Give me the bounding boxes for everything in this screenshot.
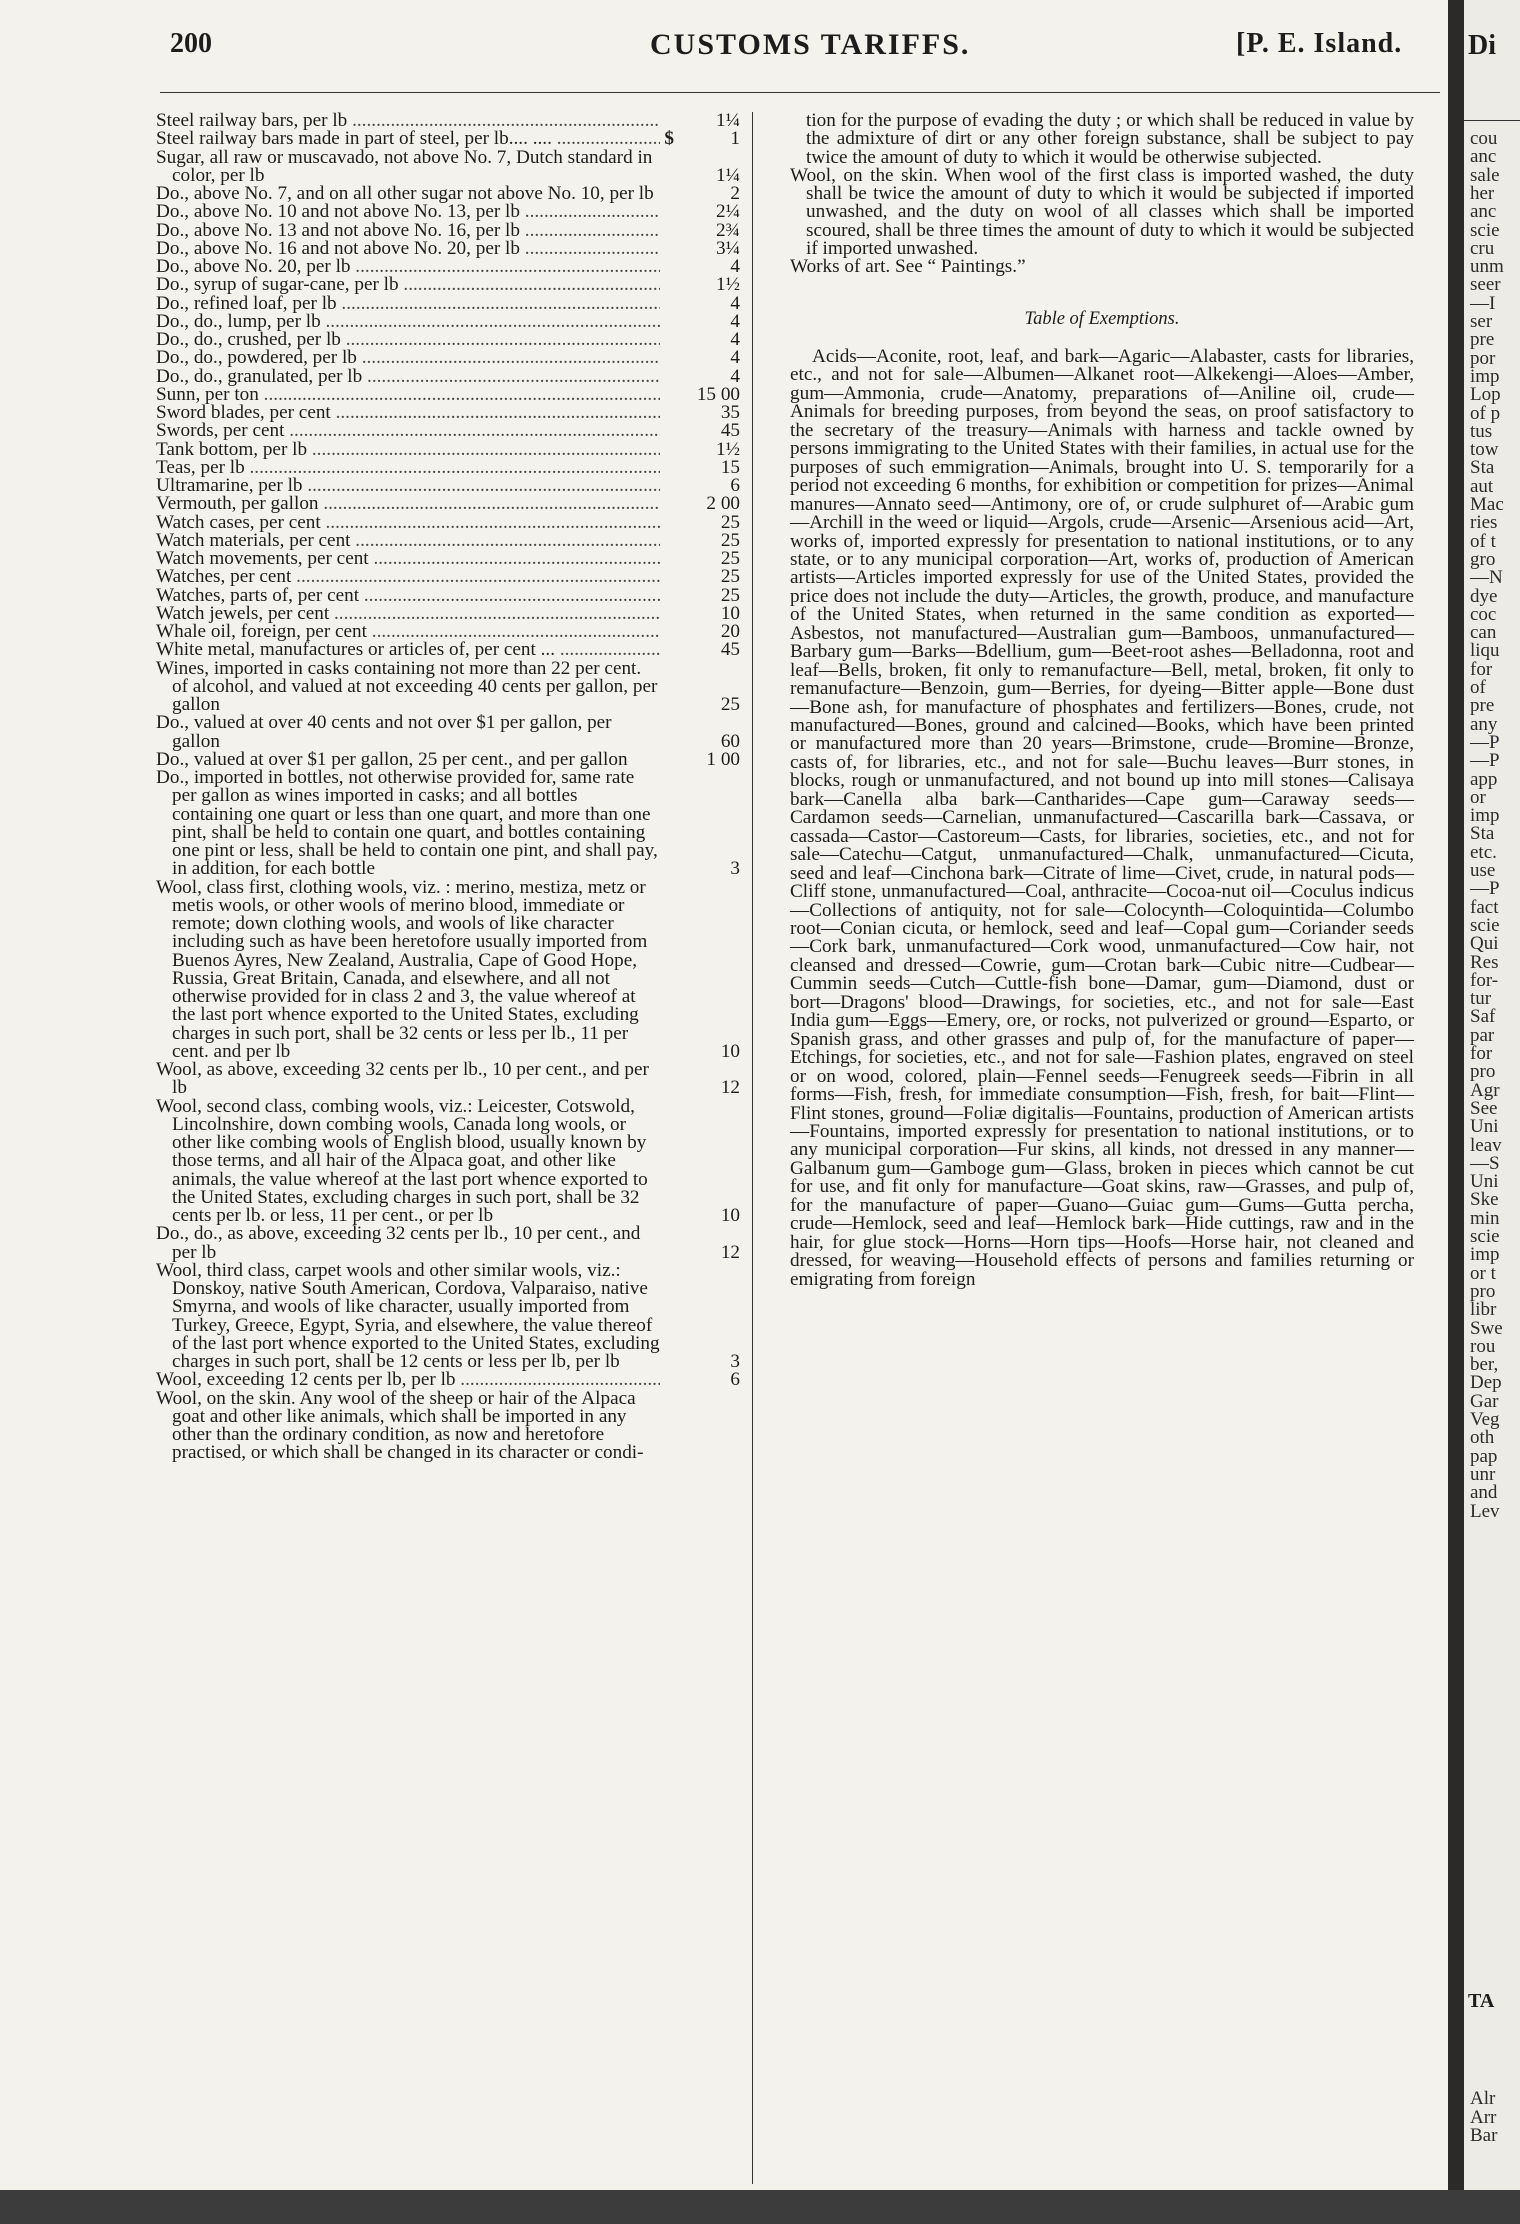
tariff-item-text: Tank bottom, per lb ..... bbox=[156, 441, 660, 459]
tariff-list bbox=[156, 112, 740, 1463]
tariff-rate: 2¾ bbox=[716, 219, 740, 241]
next-page-line-fragment: Arr bbox=[1470, 2106, 1497, 2128]
next-page-line-fragment: tus bbox=[1470, 420, 1493, 442]
next-page-line-fragment: Saf bbox=[1470, 1006, 1496, 1028]
tariff-entry bbox=[156, 602, 740, 624]
tariff-rate: 25 bbox=[720, 694, 740, 715]
tariff-rate: 6 bbox=[730, 475, 740, 496]
next-page-line-fragment: Uni bbox=[1470, 1116, 1499, 1138]
next-page-line-fragment: Bar bbox=[1470, 2125, 1498, 2146]
tariff-entry bbox=[156, 438, 740, 460]
next-page-line-fragment: app bbox=[1470, 768, 1498, 790]
tariff-item-text: Watches, per cent ..... bbox=[156, 568, 660, 586]
next-page-line-fragment: coc bbox=[1470, 603, 1497, 625]
next-page-line-fragment: pap bbox=[1470, 1445, 1498, 1467]
tariff-rate: 25 bbox=[720, 584, 740, 606]
tariff-entry bbox=[156, 292, 740, 314]
next-page-line-fragment: unr bbox=[1470, 1463, 1496, 1485]
tariff-rate: 60 bbox=[720, 730, 740, 752]
next-page-line-fragment: sale bbox=[1470, 164, 1500, 186]
tariff-entry bbox=[156, 422, 740, 440]
tariff-entry bbox=[156, 477, 740, 495]
tariff-entry bbox=[156, 404, 740, 422]
next-page-line-fragment: fact bbox=[1470, 896, 1499, 918]
tariff-item-text: Do., syrup of sugar-cane, per lb ..... bbox=[156, 276, 660, 294]
tariff-rate: 35 bbox=[720, 402, 740, 423]
tariff-item-text: Steel railway bars, per lb ..... bbox=[156, 112, 660, 130]
tariff-item-text: Whale oil, foreign, per cent ..... bbox=[156, 623, 660, 641]
tariff-rate: 2 bbox=[730, 183, 740, 204]
wool-continuation-text: tion for the purpose of evading the duty ; or which shall be reduced in value by the admixture of dirt or any other foreign substance, shall be subject to pay twice the amount of duty to which it would be otherwise subjected. bbox=[806, 110, 1414, 168]
tariff-rate: 6 bbox=[730, 1369, 740, 1391]
next-page-line-fragment: Swe bbox=[1470, 1317, 1503, 1339]
next-page-line-fragment: anc bbox=[1470, 201, 1497, 223]
tariff-entry bbox=[156, 349, 740, 367]
column-divider bbox=[752, 112, 753, 2184]
tariff-item-text: Sunn, per ton ..... bbox=[156, 386, 660, 404]
tariff-entry bbox=[156, 876, 740, 1062]
tariff-entry bbox=[156, 511, 740, 533]
next-page-line-fragment: pre bbox=[1470, 329, 1495, 351]
tariff-item-text: Watch movements, per cent ..... bbox=[156, 550, 660, 568]
next-page-line-fragment: Res bbox=[1470, 951, 1499, 973]
next-page-line-fragment: Alr bbox=[1470, 2088, 1496, 2109]
next-page-line-fragment: can bbox=[1470, 622, 1497, 644]
exemptions-heading: Table of Exemptions. bbox=[1024, 308, 1180, 329]
next-page-line-fragment: ber, bbox=[1470, 1354, 1499, 1376]
running-province: [P. E. Island. bbox=[1236, 28, 1403, 59]
next-page-line-fragment: Qui bbox=[1470, 933, 1499, 955]
tariff-rate: 10 bbox=[720, 1040, 740, 1062]
tariff-entry bbox=[156, 1061, 740, 1098]
tariff-item-text: Watch materials, per cent ..... bbox=[156, 532, 660, 550]
tariff-item-text: Do., do., as above, exceeding 32 cents per lb., 10 per cent., and per lb bbox=[156, 1223, 641, 1263]
next-page-line-fragment: scie bbox=[1470, 219, 1500, 241]
next-page-line-fragment: Agr bbox=[1470, 1079, 1500, 1101]
next-page-line-fragment: aut bbox=[1470, 475, 1494, 497]
tariff-item-text: Do., above No. 7, and on all other sugar not above No. 10, per lb bbox=[156, 183, 654, 204]
tariff-entry bbox=[156, 623, 740, 641]
next-page-line-fragment: pro bbox=[1470, 1280, 1496, 1302]
next-page-line-fragment: liqu bbox=[1470, 640, 1500, 662]
next-page-line-fragment: her bbox=[1470, 182, 1495, 204]
tariff-item-text: Do., refined loaf, per lb ..... bbox=[156, 295, 660, 313]
next-page-line-fragment: oth bbox=[1470, 1427, 1495, 1449]
tariff-entry bbox=[156, 130, 740, 148]
next-page-line-fragment: of bbox=[1470, 677, 1486, 698]
tariff-item-text: Watch cases, per cent ..... bbox=[156, 514, 660, 532]
next-page-line-fragment: of t bbox=[1470, 530, 1496, 552]
next-page-line-fragment: Lop bbox=[1470, 384, 1501, 406]
next-page-line-fragment: etc. bbox=[1470, 841, 1497, 863]
next-page-line-fragment: of p bbox=[1470, 402, 1501, 424]
tariff-item-text: Wool, exceeding 12 cents per lb, per lb ..... bbox=[156, 1371, 660, 1389]
tariff-entry bbox=[156, 550, 740, 568]
tariff-entry bbox=[156, 1387, 740, 1464]
next-page-line-fragment: rou bbox=[1470, 1335, 1496, 1357]
tariff-entry bbox=[156, 1225, 740, 1262]
page-number: 200 bbox=[170, 28, 212, 59]
tariff-entry bbox=[156, 258, 740, 276]
next-page-line-fragment: scie bbox=[1470, 914, 1500, 936]
tariff-rate: 10 bbox=[720, 1205, 740, 1226]
next-page-line-fragment: —S bbox=[1470, 1152, 1500, 1174]
next-page-line-fragment: tur bbox=[1470, 988, 1492, 1010]
tariff-entry bbox=[156, 769, 740, 879]
running-title: CUSTOMS TARIFFS. bbox=[650, 28, 971, 61]
tariff-entry bbox=[156, 714, 740, 751]
tariff-item-text: White metal, manufactures or articles of, per cent ... ..... bbox=[156, 641, 660, 659]
next-page-line-fragment: scie bbox=[1470, 1226, 1500, 1247]
next-page-line-fragment: ries bbox=[1470, 512, 1498, 534]
tariff-entry bbox=[156, 219, 740, 241]
tariff-rate: 15 bbox=[720, 456, 740, 478]
next-page-line-fragment: Ske bbox=[1470, 1189, 1499, 1211]
next-page-line-fragment: —N bbox=[1470, 567, 1503, 589]
tariff-item-text: Do., do., lump, per lb ..... bbox=[156, 313, 660, 331]
next-page-line-fragment: imp bbox=[1470, 1244, 1500, 1266]
next-page-line-fragment: cou bbox=[1470, 128, 1498, 149]
tariff-rate: 4 bbox=[730, 329, 740, 350]
tariff-item-text: Do., imported in bottles, not otherwise provided for, same rate per gallon as wines imported in casks; and all bottles containing one quart or less than one quart, and more than one pint, shall be held to contain one quart, and bottles containing one pint or less, shall be held to contain one pint, and shall pay, in addition, for each bottle bbox=[156, 767, 658, 880]
next-page-line-fragment: par bbox=[1470, 1024, 1495, 1046]
next-page-line-fragment: libr bbox=[1470, 1299, 1497, 1321]
tariff-item-text: Wines, imported in casks containing not more than 22 per cent. of alcohol, and valued at not exceeding 40 cents per gallon, per gallon bbox=[156, 657, 658, 715]
next-page-line-fragment: min bbox=[1470, 1207, 1500, 1229]
exemptions-text: Acids—Aconite, root, leaf, and bark—Agaric—Alabaster, casts for libraries, etc., and not for sale—Albumen—Alkanet root—Alkekengi—Aloes—Amber, gum—Ammonia, crude—Anatomy, preparations of—Aniline oil, crude—Animals for breeding purposes, from beyond the seas, on proof satisfactory to the secretary of the treasury—Animals with harness and tackle owned by persons immigrating to the United States with their families, in actual use for the purposes of such emmigration—Animals, brought into U. S. temporarily for a period not exceeding 6 months, for exhibition or competition for prizes—Animal manures—Annato seed—Antimony, ore of, or crude sulphuret of—Arabic gum—Archill in the weed or liquid—Argols, crude—Arsenic—Arsenious acid—Art, works of, imported expressly for presentation to national institutions, or to any state, or to any municipal corporation—Art, works of, production of American artists—Articles imported expressly for use of the United States, provided the price does not include the duty—Articles, the growth, produce, and manufacture of the United States, when returned in the same condition as exported—Asbestos, not manufactured—Australian gum—Bamboos, unmanufactured—Barbary gum—Barks—Bdellium, gum—Beet-root ashes—Belladonna, root and leaf—Bells, broken, fit only to remanufacture—Bell, metal, broken, fit only to remanufacture—Benzoin, gum—Berries, for dyeing—Bitter apple—Bone dust—Bone ash, for manufacture of phosphates and fertilizers—Bones, crude, not manufactured—Bones, ground and calcined—Books, which have been printed or manufactured more than 20 years—Brimstone, crude—Bromine—Bronze, casts of, for libraries, etc., and not for sale—Buchu leaves—Burr stones, in blocks, rough or unmanufactured, and not bound up into mill stones—Calisaya bark—Canella alba bark—Cantharides—Cape gum—Caraway seeds—Cardamon seeds—Carnelian, unmanufactured—Cascarilla bark—Cassava, or cassada—Castor—Castoreum—Casts, for libraries, societies, etc., and not for sale—Catechu—Catgut, unmanufactured—Chalk, unmanufactured—Cicuta, seed and leaf—Cinchona bark—Citrate of lime—Civet, crude, in natural pods—Cliff stone, unmanufactured—Coal, anthracite—Cocoa-nut oil—Coculus indicus—Collections of antiquity, not for sale—Colocynth—Coloquintida—Columbo root—Conian cicuta, or hemlock, seed and leaf—Copal gum—Coriander seeds—Cork bark, unmanufactured—Cork wood, unmanufactured—Cow hair, not cleansed and dressed—Cowrie, gum—Crotan bark—Cubic nitre—Cudbear—Cummin seeds—Cutch—Cuttle-fish bone—Damar, gum—Diamond, dust or bort—Dragons' blood—Drawings, for societies, etc., and not for sale—East India gum—Eggs—Emery, ore, or rocks, not pulverized or ground—Esparto, or Spanish grass, and other grasses and pulp of, for the manufacture of paper—Etchings, for societies, etc., and not for sale—Fashion plates, engraved on steel or on wood, colored, plain—Fennel seeds—Fenugreek seeds—Fibrin in all forms—Fish, fresh, for immediate consumption—Fish, fresh, for bait—Flint—Flint stones, ground—Foliæ digitalis—Fountains, production of American artists—Fountains, imported expressly for presentation to national institutions, or to any municipal corporation—Fur skins, all kinds, not dressed in any manner—Galbanum gum—Gamboge gum—Glass, broken in pieces which cannot be cut for use, and fit only for manufacture—Goat skins, raw—Grasses, and pulp of, for the manufacture of paper—Guano—Guiac gum—Gums—Gutta percha, crude—Hemlock, seed and leaf—Hemlock bark—Hide cuttings, raw and in the hair, for glue stock—Horns—Horn tips—Hoofs—Horse hair, not cleaned and dressed, for weaving—Household effects of persons and families returning or emigrating from foreign bbox=[790, 345, 1414, 1290]
tariff-item-text: Do., valued at over $1 per gallon, 25 per cent., and per gallon bbox=[156, 748, 628, 770]
tariff-rate: 1 bbox=[730, 128, 740, 150]
tariff-item-text: Sugar, all raw or muscavado, not above No. 7, Dutch standard in color, per lb bbox=[156, 146, 653, 186]
header-rule bbox=[160, 92, 1440, 93]
tariff-rate: 25 bbox=[720, 548, 740, 569]
tariff-item-text: Do., above No. 10 and not above No. 13, per lb ..... bbox=[156, 203, 660, 221]
tariff-item-text: Ultramarine, per lb ..... bbox=[156, 477, 660, 495]
tariff-entry bbox=[156, 276, 740, 294]
next-page-line-fragment: —P bbox=[1470, 878, 1500, 900]
next-page-line-fragment: —P bbox=[1470, 731, 1500, 753]
tariff-entry bbox=[156, 331, 740, 349]
next-page-line-fragment: Dep bbox=[1470, 1372, 1502, 1394]
next-page-line-fragment: imp bbox=[1470, 805, 1500, 827]
wool-on-skin-entry: Wool, on the skin. When wool of the first class is imported washed, the duty shall be twice the amount of duty to which it would be subjected if imported unwashed, and the duty on wool of all classes which shall be imported scoured, shall be three times the amount of duty to which it would be subjected if imported unwashed. bbox=[790, 164, 1414, 260]
tariff-item-text: Do., do., granulated, per lb ..... bbox=[156, 368, 660, 386]
tariff-rate: 12 bbox=[720, 1241, 740, 1263]
tariff-rate: 2 00 bbox=[706, 493, 740, 515]
next-page-line-fragment: use bbox=[1470, 860, 1496, 881]
tariff-item-text: Swords, per cent ..... bbox=[156, 422, 660, 440]
next-page-line-fragment: for bbox=[1470, 658, 1493, 680]
next-page-line-fragment: Sta bbox=[1470, 457, 1495, 479]
scan-border bbox=[0, 2190, 1520, 2224]
tariff-rate: 45 bbox=[720, 420, 740, 442]
tariff-entry bbox=[156, 383, 740, 405]
tariff-item-text: Watches, parts of, per cent ..... bbox=[156, 587, 660, 605]
tariff-rate: 1½ bbox=[716, 274, 740, 296]
next-page-rule bbox=[1464, 120, 1520, 121]
tariff-rate: 4 bbox=[730, 292, 740, 314]
tariff-entry bbox=[156, 237, 740, 259]
tariff-item-text: Do., do., crushed, per lb ..... bbox=[156, 331, 660, 349]
tariff-entry bbox=[156, 1371, 740, 1389]
tariff-entry bbox=[156, 1095, 740, 1226]
next-page-line-fragment: leav bbox=[1470, 1134, 1502, 1156]
next-page-line-fragment: or bbox=[1470, 786, 1486, 808]
next-page-line-fragment: any bbox=[1470, 713, 1498, 735]
tariff-rate: 4 bbox=[730, 310, 740, 332]
right-column bbox=[790, 112, 1414, 1289]
tariff-item-text: Wool, as above, exceeding 32 cents per lb., 10 per cent., and per lb bbox=[156, 1059, 649, 1099]
tariff-rate: 12 bbox=[720, 1077, 740, 1099]
tariff-rate: 4 bbox=[730, 365, 740, 387]
tariff-entry bbox=[156, 568, 740, 586]
tariff-entry bbox=[156, 456, 740, 478]
tariff-entry bbox=[156, 1259, 740, 1372]
tariff-rate: 10 bbox=[720, 602, 740, 624]
next-page-line-fragment: Lev bbox=[1470, 1500, 1500, 1522]
tariff-rate: 1¼ bbox=[716, 110, 740, 131]
tariff-item-text: Do., above No. 16 and not above No. 20, per lb ..... bbox=[156, 240, 660, 258]
tariff-rate: 3 bbox=[730, 1351, 740, 1372]
tariff-rate: 1 00 bbox=[706, 748, 740, 770]
tariff-rate: 1¼ bbox=[716, 164, 740, 186]
next-page-line-fragment: por bbox=[1470, 347, 1496, 369]
tariff-entry bbox=[156, 146, 740, 186]
works-of-art-entry: Works of art. See “ Paintings.” bbox=[790, 256, 1026, 278]
next-page-line-fragment: anc bbox=[1470, 146, 1497, 168]
next-page-line-fragment: dye bbox=[1470, 585, 1498, 607]
tariff-item-text: Do., above No. 13 and not above No. 16, per lb ..... bbox=[156, 222, 660, 240]
tariff-rate: 25 bbox=[720, 529, 740, 551]
tariff-item-text: Wool, third class, carpet wools and other similar wools, viz.: Donskoy, native South American, Cordova, Valparaiso, native Smyrna, and wools of like character, usually imported from Turkey, Greece, Egypt, Syria, and elsewhere, the value thereof of the last port whence exported to the United States, excluding charges in such port, shall be 12 cents or less per lb, per lb bbox=[156, 1259, 660, 1372]
tariff-item-text: Wool, on the skin. Any wool of the sheep or hair of the Alpaca goat and other like animals, which shall be imported in any other than the ordinary condition, as now and heretofore practised, or which shall be changed in its character or condi- bbox=[156, 1387, 644, 1464]
tariff-rate: 3 bbox=[730, 858, 740, 880]
next-page-line-fragment: —P bbox=[1470, 750, 1500, 772]
page-gutter bbox=[1448, 0, 1464, 2224]
next-page-line-fragment: Sta bbox=[1470, 823, 1495, 845]
tariff-entry bbox=[156, 203, 740, 221]
next-page-line-fragment: pre bbox=[1470, 695, 1495, 717]
tariff-rate: 1½ bbox=[716, 438, 740, 460]
tariff-rate: 25 bbox=[720, 511, 740, 533]
tariff-entry bbox=[156, 641, 740, 659]
next-page-line-fragment: gro bbox=[1470, 548, 1496, 570]
next-page-line-fragment: Veg bbox=[1470, 1409, 1500, 1430]
tariff-item-text: Steel railway bars made in part of steel, per lb.... .... ..... bbox=[156, 130, 660, 148]
next-page-line-fragment: Gar bbox=[1470, 1390, 1499, 1412]
tariff-item-text: Do., do., powdered, per lb ..... bbox=[156, 349, 660, 367]
tariff-entry bbox=[156, 584, 740, 606]
tariff-rate: 3¼ bbox=[716, 237, 740, 259]
tariff-rate: 2¼ bbox=[716, 201, 740, 223]
next-page-line-fragment: imp bbox=[1470, 365, 1500, 387]
next-page-line-fragment: for bbox=[1470, 1043, 1493, 1064]
tariff-item-text: Wool, second class, combing wools, viz.: Leicester, Cotswold, Lincolnshire, down combing wools, Canada long wools, or other like combing wools of English blood, usually known by those terms, and all hair of the Alpaca goat, and other like animals, the value whereof at the last port whence exported to the United States, excluding charges in such port, shall be 32 cents per lb. or less, 11 per cent., or per lb bbox=[156, 1095, 648, 1226]
next-page-line-fragment: ser bbox=[1470, 311, 1493, 332]
tariff-rate: 20 bbox=[720, 621, 740, 642]
tariff-item-text: Vermouth, per gallon ..... bbox=[156, 495, 660, 513]
next-page-line-fragment: —I bbox=[1470, 292, 1496, 314]
next-page-line-fragment: Uni bbox=[1470, 1171, 1499, 1193]
next-page-edge bbox=[1464, 0, 1520, 2190]
next-page-line-fragment: seer bbox=[1470, 274, 1501, 296]
next-page-line-fragment: pro bbox=[1470, 1061, 1496, 1083]
next-page-heading-fragment: TA bbox=[1468, 1990, 1495, 2012]
tariff-rate: 45 bbox=[720, 639, 740, 661]
next-page-line-fragment: unm bbox=[1470, 256, 1504, 278]
next-page-line-fragment: and bbox=[1470, 1482, 1498, 1504]
tariff-rate: 15 00 bbox=[696, 383, 740, 405]
tariff-item-text: Sword blades, per cent ..... bbox=[156, 404, 660, 422]
dollar-sign: $ bbox=[664, 128, 674, 150]
tariff-entry bbox=[156, 185, 740, 203]
tariff-entry bbox=[156, 310, 740, 332]
next-page-line-fragment: cru bbox=[1470, 237, 1495, 259]
tariff-item-text: Wool, class first, clothing wools, viz. : merino, mestiza, metz or metis wools, or other wools of merino blood, immediate or remote; down clothing wools, and wools of like character including such as have been heretofore usually imported from Buenos Ayres, New Zealand, Australia, Cape of Good Hope, Russia, Great Britain, Canada, and elsewhere, and all not otherwise provided for in class 2 and 3, the value whereof at the last port whence exported to the United States, excluding charges in such port, shall be 32 cents or less per lb., 11 per cent. and per lb bbox=[156, 876, 648, 1062]
next-page-line-fragment: or t bbox=[1470, 1262, 1496, 1284]
next-page-line-fragment: tow bbox=[1470, 439, 1499, 461]
tariff-item-text: Do., valued at over 40 cents and not over $1 per gallon, per gallon bbox=[156, 712, 612, 752]
next-page-header-fragment: Di bbox=[1468, 30, 1496, 61]
next-page-line-fragment: for- bbox=[1470, 969, 1499, 991]
tariff-entry bbox=[156, 365, 740, 387]
next-page-line-fragment: Mac bbox=[1470, 494, 1504, 515]
tariff-entry bbox=[156, 495, 740, 513]
tariff-item-text: Teas, per lb ..... bbox=[156, 459, 660, 477]
tariff-rate: 25 bbox=[720, 566, 740, 588]
tariff-rate: 4 bbox=[730, 347, 740, 369]
next-page-line-fragment: See bbox=[1470, 1097, 1498, 1119]
tariff-entry bbox=[156, 657, 740, 715]
tariff-entry bbox=[156, 529, 740, 551]
tariff-rate: 4 bbox=[730, 256, 740, 277]
tariff-item-text: Watch jewels, per cent ..... bbox=[156, 605, 660, 623]
tariff-entry bbox=[156, 112, 740, 130]
tariff-item-text: Do., above No. 20, per lb ..... bbox=[156, 258, 660, 276]
